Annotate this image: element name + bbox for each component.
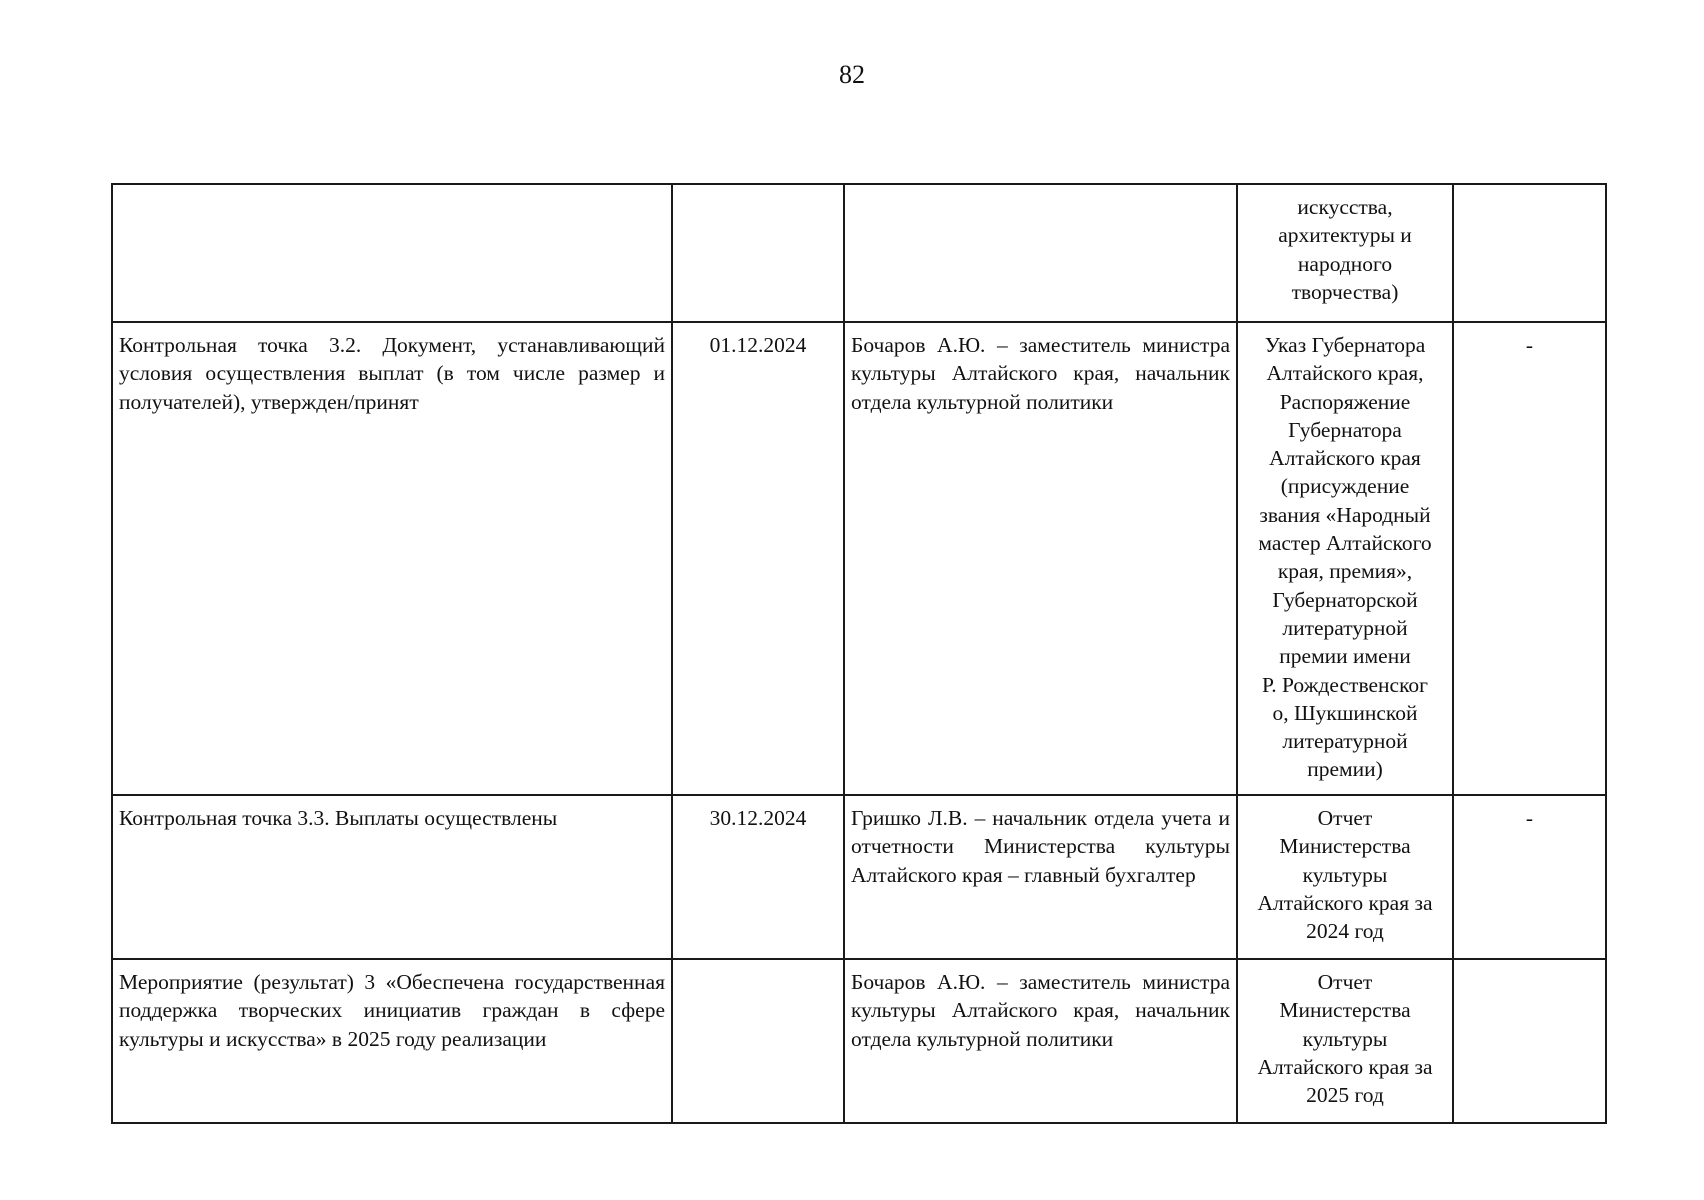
table-cell-line: Распоряжение — [1279, 389, 1411, 414]
table-cell-line: Губернаторской — [1272, 587, 1418, 612]
table-cell-line: Алтайского края, — [1266, 361, 1424, 386]
table-cell-responsible: Гришко Л.В. – начальник отдела учета и отчетности Министерства культуры Алтайского края – главный бухгалтер — [844, 795, 1237, 959]
table-cell-line: мастер Алтайского — [1258, 531, 1432, 556]
table-cell-event: Контрольная точка 3.2. Документ, устанавливающий условия осуществления выплат (в том числе размер и получателей), утвержден/принят — [112, 322, 672, 795]
table-cell-note: - — [1453, 322, 1606, 795]
table-cell-line: Алтайского края за — [1257, 890, 1433, 915]
table-cell-line: звания «Народный — [1259, 502, 1431, 527]
table-cell-note: - — [1453, 795, 1606, 959]
table-cell-date: 30.12.2024 — [672, 795, 844, 959]
table-cell-line: 2024 год — [1306, 919, 1384, 944]
table-cell-line: литературной — [1282, 615, 1408, 640]
table-cell-responsible: Бочаров А.Ю. – заместитель министра культуры Алтайского края, начальник отдела культурной политики — [844, 959, 1237, 1123]
table-cell-document — [1237, 322, 1453, 795]
table-cell-line: литературной — [1282, 729, 1408, 754]
table-cell-line: 2025 год — [1306, 1083, 1384, 1108]
table-cell-note — [1453, 959, 1606, 1123]
table-cell-line: Отчет — [1317, 806, 1373, 830]
table-cell-line: культуры — [1302, 862, 1388, 887]
table-cell-line: Алтайского края — [1269, 446, 1421, 471]
table-cell-line: края, премия», — [1277, 559, 1413, 584]
table-cell-line: архитектуры и — [1278, 223, 1412, 248]
table-cell-line: народного — [1297, 251, 1393, 276]
table-cell-document — [1237, 184, 1453, 322]
table-cell-line: премии имени — [1279, 644, 1411, 669]
table-cell-document — [1237, 795, 1453, 959]
table-row — [112, 795, 1606, 959]
table-cell-date — [672, 959, 844, 1123]
table-cell-line: (присуждение — [1280, 474, 1410, 499]
table-cell-date: 01.12.2024 — [672, 322, 844, 795]
table-cell-line: Р. Рождественског — [1261, 672, 1428, 697]
table-cell-event: Мероприятие (результат) 3 «Обеспечена государственная поддержка творческих инициатив граждан в сфере культуры и искусства» в 2025 году реализации — [112, 959, 672, 1123]
table-cell-line: о, Шукшинской — [1272, 700, 1418, 725]
table-cell-line: Губернатора — [1288, 417, 1402, 442]
table-cell-date — [672, 184, 844, 322]
table-cell-line: Министерства — [1279, 834, 1411, 859]
table-cell-line: творчества) — [1291, 279, 1399, 304]
table-cell-document — [1237, 959, 1453, 1123]
table-cell-line: премии) — [1307, 757, 1383, 782]
table-cell-responsible: Бочаров А.Ю. – заместитель министра культуры Алтайского края, начальник отдела культурной политики — [844, 322, 1237, 795]
table-cell-line: Министерства — [1279, 998, 1411, 1023]
table-cell-line: искусства, — [1297, 195, 1393, 219]
table-cell-note — [1453, 184, 1606, 322]
table-row — [112, 959, 1606, 1123]
table-cell-line: Указ Губернатора — [1264, 333, 1426, 357]
table-cell-responsible — [844, 184, 1237, 322]
table-cell-line: Алтайского края за — [1257, 1054, 1433, 1079]
table-cell-event — [112, 184, 672, 322]
table-row — [112, 184, 1606, 322]
table-cell-event: Контрольная точка 3.3. Выплаты осуществлены — [112, 795, 672, 959]
table-row — [112, 322, 1606, 795]
page-number: 82 — [839, 60, 865, 89]
table-cell-line: Отчет — [1317, 970, 1373, 994]
document-table — [111, 183, 1607, 1124]
table-cell-line: культуры — [1302, 1026, 1388, 1051]
